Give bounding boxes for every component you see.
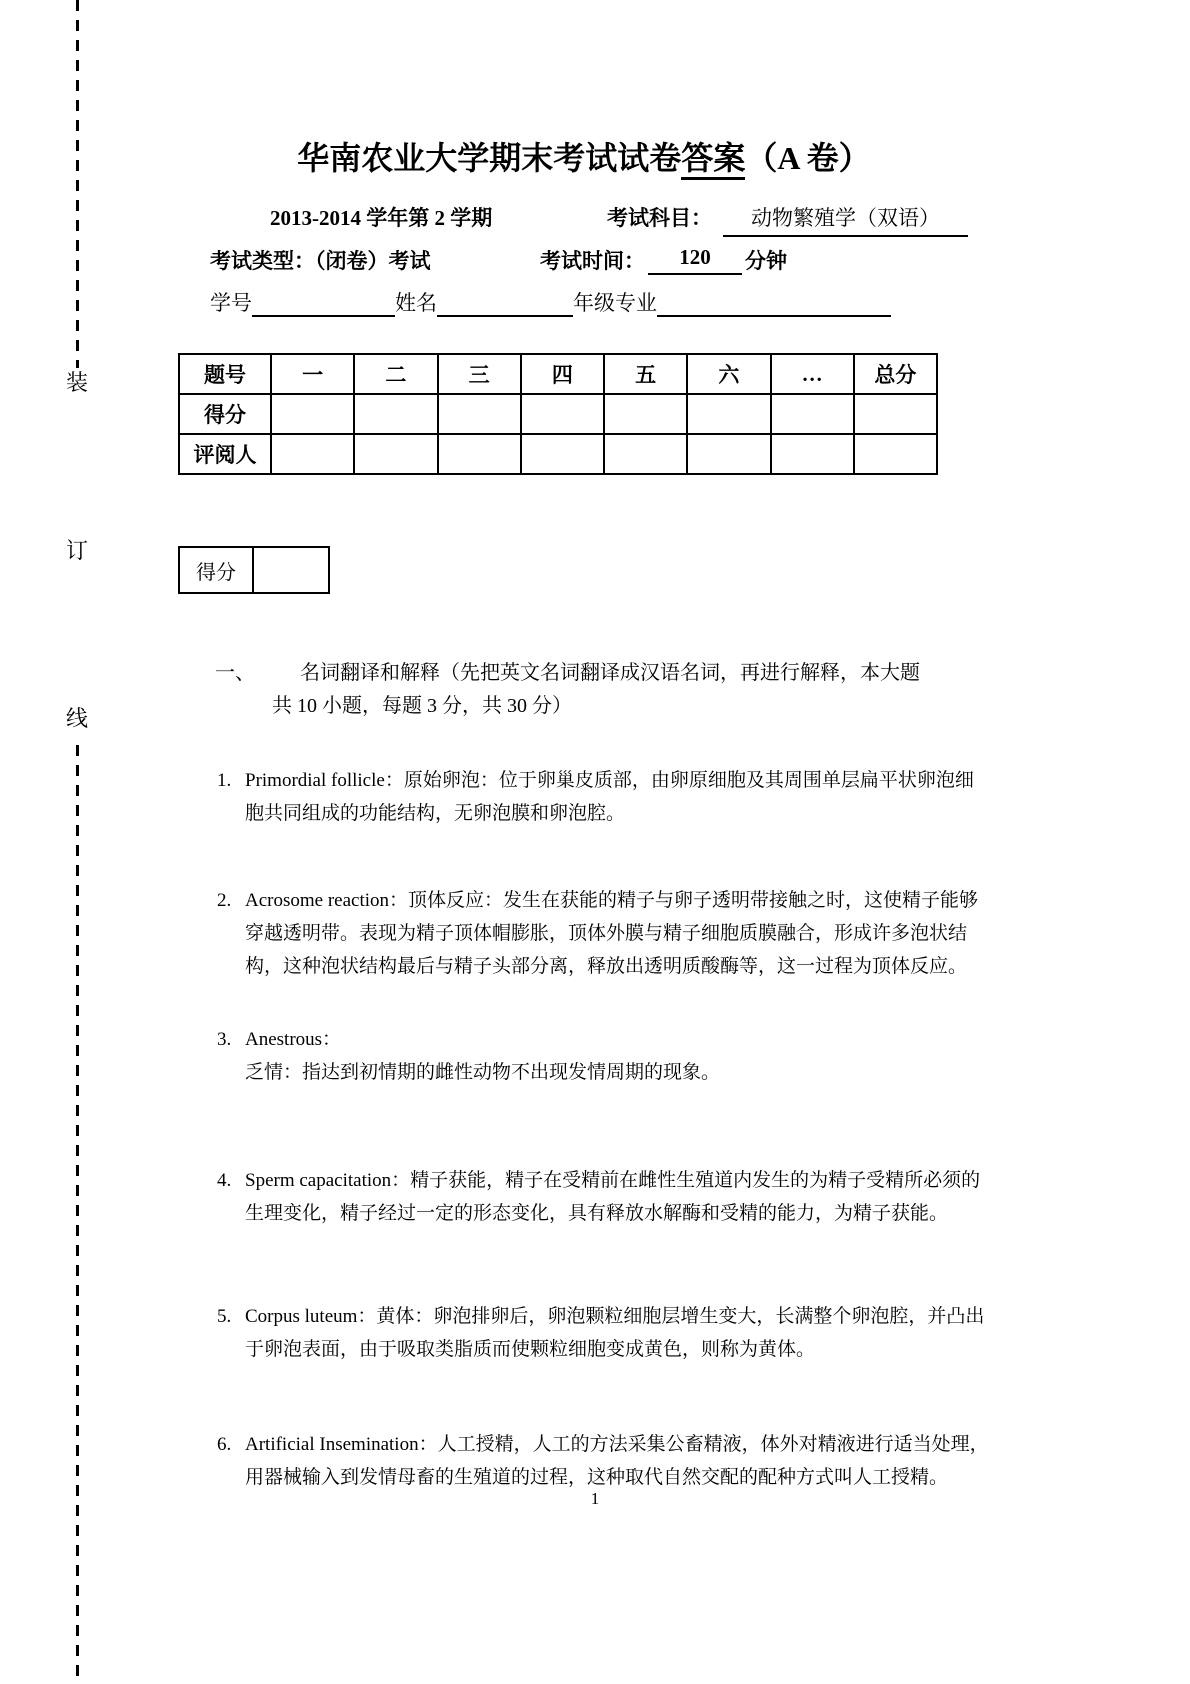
section-one-heading <box>178 657 990 723</box>
subject-label: 考试科目： <box>607 206 712 230</box>
reviewer-cell <box>521 434 604 474</box>
binding-dashed-line-bottom <box>76 745 79 1684</box>
question-item <box>178 1164 990 1230</box>
question-number: 2. <box>217 890 232 911</box>
score-table-score-row <box>179 394 937 434</box>
question-list <box>178 764 990 1494</box>
score-col-header: … <box>771 354 854 394</box>
name-label: 姓名 <box>395 291 437 315</box>
exam-time-value: 120 <box>648 245 742 275</box>
question-number: 1. <box>217 770 232 791</box>
student-id-label: 学号 <box>210 291 252 315</box>
question-item <box>178 884 990 983</box>
reviewer-cell <box>604 434 687 474</box>
binding-char-zhuang: 装 <box>66 370 89 395</box>
score-row-label: 得分 <box>179 394 271 434</box>
score-col-header: 四 <box>521 354 604 394</box>
binding-char-xian: 线 <box>66 706 89 731</box>
reviewer-cell <box>854 434 937 474</box>
reviewer-cell <box>687 434 770 474</box>
score-col-header: 题号 <box>179 354 271 394</box>
title-suffix: （A 卷） <box>745 140 871 176</box>
score-col-header: 六 <box>687 354 770 394</box>
question-text: Sperm capacitation：精子获能，精子在受精前在雌性生殖道内发生的为精子受精所必须的生理变化，精子经过一定的形态变化，具有释放水解酶和受精的能力，为精子获能。 <box>245 1170 981 1224</box>
exam-type-label: 考试类型：（闭卷）考试 <box>210 249 431 273</box>
score-col-header: 二 <box>354 354 437 394</box>
score-col-header: 五 <box>604 354 687 394</box>
title-prefix: 华南农业大学期末考试试卷 <box>297 140 682 176</box>
question-number: 5. <box>217 1306 232 1327</box>
score-cell <box>521 394 604 434</box>
score-cell <box>771 394 854 434</box>
question-number: 4. <box>217 1170 232 1191</box>
question-text: Artificial Insemination：人工授精，人工的方法采集公畜精液，体外对精液进行适当处理，用器械输入到发情母畜的生殖道的过程，这种取代自然交配的配种方式叫人工授精。 <box>245 1434 989 1488</box>
semester-label: 2013-2014 学年第 2 学期 <box>270 206 493 230</box>
question-item <box>178 1300 990 1366</box>
reviewer-cell <box>438 434 521 474</box>
page-title <box>178 138 990 178</box>
score-col-header: 一 <box>271 354 354 394</box>
reviewer-cell <box>771 434 854 474</box>
question-text: Anestrous： 乏情：指达到初情期的雌性动物不出现发情周期的现象。 <box>245 1029 721 1083</box>
question-item <box>178 1428 990 1494</box>
question-text: Primordial follicle：原始卵泡：位于卵巢皮质部，由卵原细胞及其周围单层扁平状卵泡细胞共同组成的功能结构，无卵泡膜和卵泡腔。 <box>245 770 974 824</box>
score-cell <box>438 394 521 434</box>
section-score-box <box>178 546 330 594</box>
page-content <box>178 0 990 1494</box>
meta-line-student-info <box>178 287 990 317</box>
score-col-header: 总分 <box>854 354 937 394</box>
question-number: 6. <box>217 1434 232 1455</box>
reviewer-cell <box>271 434 354 474</box>
reviewer-row-label: 评阅人 <box>179 434 271 474</box>
question-text: Acrosome reaction：顶体反应：发生在获能的精子与卵子透明带接触之时，这使精子能够穿越透明带。表现为精子顶体帽膨胀，顶体外膜与精子细胞质膜融合，形成许多泡状结构，这种泡状结构最后与精子头部分离，释放出透明质酸酶等，这一过程为顶体反应。 <box>245 890 979 977</box>
exam-time-unit: 分钟 <box>745 249 787 273</box>
student-id-blank <box>252 291 395 317</box>
score-summary-table <box>178 353 938 475</box>
section-score-label: 得分 <box>179 547 253 593</box>
binding-char-ding: 订 <box>66 538 89 563</box>
name-blank <box>437 291 573 317</box>
reviewer-cell <box>354 434 437 474</box>
question-number: 3. <box>217 1029 232 1050</box>
question-item <box>178 1023 990 1089</box>
score-col-header: 三 <box>438 354 521 394</box>
exam-time-label: 考试时间： <box>540 249 645 273</box>
question-item <box>178 764 990 830</box>
page-number: 1 <box>590 1489 600 1508</box>
section-number: 一、 <box>215 662 255 684</box>
score-cell <box>687 394 770 434</box>
subject-value: 动物繁殖学（双语） <box>723 202 968 237</box>
section-heading-text: 名词翻译和解释（先把英文名词翻译成汉语名词，再进行解释，本大题 共 10 小题，每题 3 分，共 30 分） <box>272 662 920 717</box>
title-answer-underlined: 答案 <box>681 140 745 180</box>
score-cell <box>604 394 687 434</box>
score-cell <box>354 394 437 434</box>
score-cell <box>271 394 354 434</box>
section-score-box-row <box>179 547 329 593</box>
grade-major-blank <box>657 291 891 317</box>
question-text: Corpus luteum：黄体：卵泡排卵后，卵泡颗粒细胞层增生变大，长满整个卵泡腔，并凸出于卵泡表面，由于吸取类脂质而使颗粒细胞变成黄色，则称为黄体。 <box>245 1306 985 1360</box>
score-cell <box>854 394 937 434</box>
meta-line-type-time <box>178 245 990 275</box>
grade-major-label: 年级专业 <box>573 291 657 315</box>
section-score-value-cell <box>253 547 329 593</box>
score-table-reviewer-row <box>179 434 937 474</box>
meta-line-semester-subject <box>178 202 990 232</box>
binding-dashed-line-top <box>76 0 79 368</box>
score-table-header-row <box>179 354 937 394</box>
